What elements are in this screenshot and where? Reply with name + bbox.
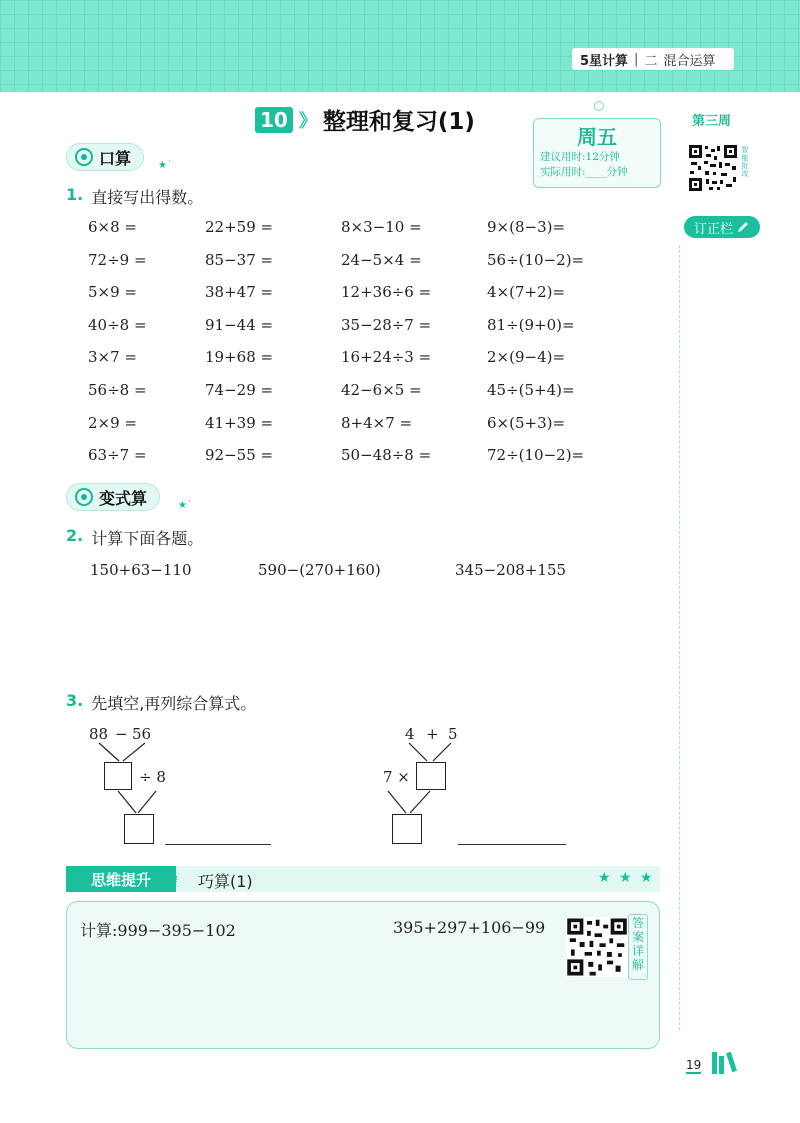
question-1: [66, 185, 203, 208]
q1-text: 直接写出得数。: [91, 188, 204, 207]
title-arrow: 》: [298, 110, 317, 132]
unit-name: 混合运算: [663, 53, 716, 69]
oral-problem: 56÷(10−2)=: [487, 250, 585, 269]
diagram-left-a: 88: [89, 725, 109, 743]
diagram-right-b: 5: [448, 725, 458, 743]
oral-problem: 2×(9−4)=: [487, 348, 566, 367]
unit-number: 二: [644, 53, 658, 69]
oral-problem: 12+36÷6 =: [341, 283, 432, 302]
oral-problem: 3×7 =: [88, 348, 137, 367]
diagram-left-b: 56: [132, 725, 152, 743]
connector-lines: [112, 790, 162, 814]
page-number: 19: [686, 1058, 702, 1072]
oral-problem: 72÷9 =: [88, 250, 147, 269]
oral-problem: 56÷8 =: [88, 381, 147, 399]
pin-icon: [594, 101, 604, 111]
actual-time: 实际用时:____分钟: [540, 166, 628, 178]
connector-lines: [405, 742, 455, 762]
oral-problem: 19+68 =: [205, 348, 274, 367]
oral-problem: 4×(7+2)=: [487, 283, 566, 302]
oral-problem: 42−6×5 =: [341, 381, 422, 399]
oral-problem: 63÷7 =: [88, 446, 147, 465]
q3-text: 先填空,再列综合算式。: [91, 694, 257, 713]
small-stars-icon: ★˙: [158, 160, 172, 171]
oral-problem: 16+24÷3 =: [341, 348, 432, 367]
side-divider: [679, 245, 680, 1030]
timer-icon: [75, 148, 93, 166]
oral-problem: 22+59 =: [205, 218, 274, 236]
q2-item: 345−208+155: [455, 561, 567, 579]
q2-text: 计算下面各题。: [91, 529, 204, 548]
answer-detail-label[interactable]: 答案详解: [631, 916, 644, 972]
oral-problem: 72÷(10−2)=: [487, 446, 585, 465]
question-3: [66, 691, 256, 714]
connector-lines: [380, 790, 440, 814]
header-separator: |: [634, 51, 639, 67]
thinking-subtitle: 巧算(1): [198, 872, 253, 891]
section-tag-variant: [66, 483, 160, 511]
answer-box[interactable]: [104, 762, 132, 790]
oral-problem: 41+39 =: [205, 413, 274, 432]
oral-problem: 92−55 =: [205, 446, 274, 465]
oral-problem: 81÷(9+0)=: [487, 315, 575, 334]
diagram-right-op2: 7 ×: [383, 768, 410, 786]
section-variant-label: 变式算: [99, 488, 148, 508]
q2-item: 590−(270+160): [258, 561, 381, 579]
qr-code-icon[interactable]: [566, 917, 628, 977]
answer-line[interactable]: [458, 844, 566, 845]
diagram-left-op2: ÷ 8: [139, 768, 166, 786]
oral-problem: 91−44 =: [205, 315, 274, 334]
q2-item: 150+63−110: [90, 561, 192, 579]
diagram-right-op: +: [426, 725, 439, 743]
oral-problem: 45÷(5+4)=: [487, 381, 575, 399]
diagram-left-op: −: [115, 725, 128, 743]
diagram-right-a: 4: [405, 725, 415, 743]
target-icon: [75, 488, 93, 506]
lesson-number: 10: [255, 107, 293, 133]
oral-problem: 6×8 =: [88, 218, 137, 236]
calc-label: 计算:: [80, 921, 118, 940]
question-2: [66, 526, 203, 549]
top-banner: [0, 0, 800, 92]
oral-problem: 85−37 =: [205, 250, 274, 269]
qr-side-label: 智能批改: [741, 146, 749, 178]
oral-problem: 8+4×7 =: [341, 413, 413, 432]
fix-label: 订正栏: [693, 221, 733, 237]
calc-expression-2: 395+297+106−99: [393, 918, 546, 937]
qr-code-icon[interactable]: [688, 144, 738, 192]
section-oral-label: 口算: [99, 148, 132, 168]
page-title: [255, 103, 475, 136]
tag-connector: [176, 876, 187, 882]
calc-expression-1: [80, 918, 236, 941]
section-tag-oral: [66, 143, 144, 171]
pencil-icon: [736, 220, 750, 234]
oral-problem: 8×3−10 =: [341, 218, 422, 236]
oral-problem: 9×(8−3)=: [487, 218, 566, 236]
q2-number: 2.: [66, 526, 84, 545]
stars-icon: ★ ★ ★: [598, 870, 655, 886]
connector-lines: [95, 742, 155, 762]
calc-expr-1: 999−395−102: [117, 921, 236, 940]
oral-problem: 5×9 =: [88, 283, 137, 302]
suggested-time: 建议用时:12分钟: [540, 151, 620, 163]
q1-number: 1.: [66, 185, 84, 204]
oral-problem: 35−28÷7 =: [341, 315, 432, 334]
oral-problem: 6×(5+3)=: [487, 413, 566, 432]
small-stars-icon: ★˙: [178, 500, 192, 511]
day-label: 周五: [577, 125, 617, 149]
oral-problem: 24−5×4 =: [341, 250, 422, 269]
correction-column-button[interactable]: [684, 216, 760, 238]
oral-problem: 2×9 =: [88, 413, 137, 432]
day-card: [533, 118, 661, 188]
oral-problem: 38+47 =: [205, 283, 274, 302]
oral-problem: 40÷8 =: [88, 315, 147, 334]
lesson-title: 整理和复习(1): [322, 109, 475, 135]
brand-label: 5星计算: [580, 53, 629, 69]
oral-problem: 74−29 =: [205, 381, 274, 399]
header-badge: [572, 48, 734, 70]
thinking-tag: 思维提升: [66, 866, 176, 892]
answer-box[interactable]: [392, 814, 422, 844]
answer-box[interactable]: [416, 762, 446, 790]
week-label: 第三周: [692, 114, 732, 129]
books-icon: [712, 1052, 734, 1074]
answer-line[interactable]: [165, 844, 271, 845]
answer-box[interactable]: [124, 814, 154, 844]
q3-number: 3.: [66, 691, 84, 710]
oral-problem: 50−48÷8 =: [341, 446, 432, 465]
